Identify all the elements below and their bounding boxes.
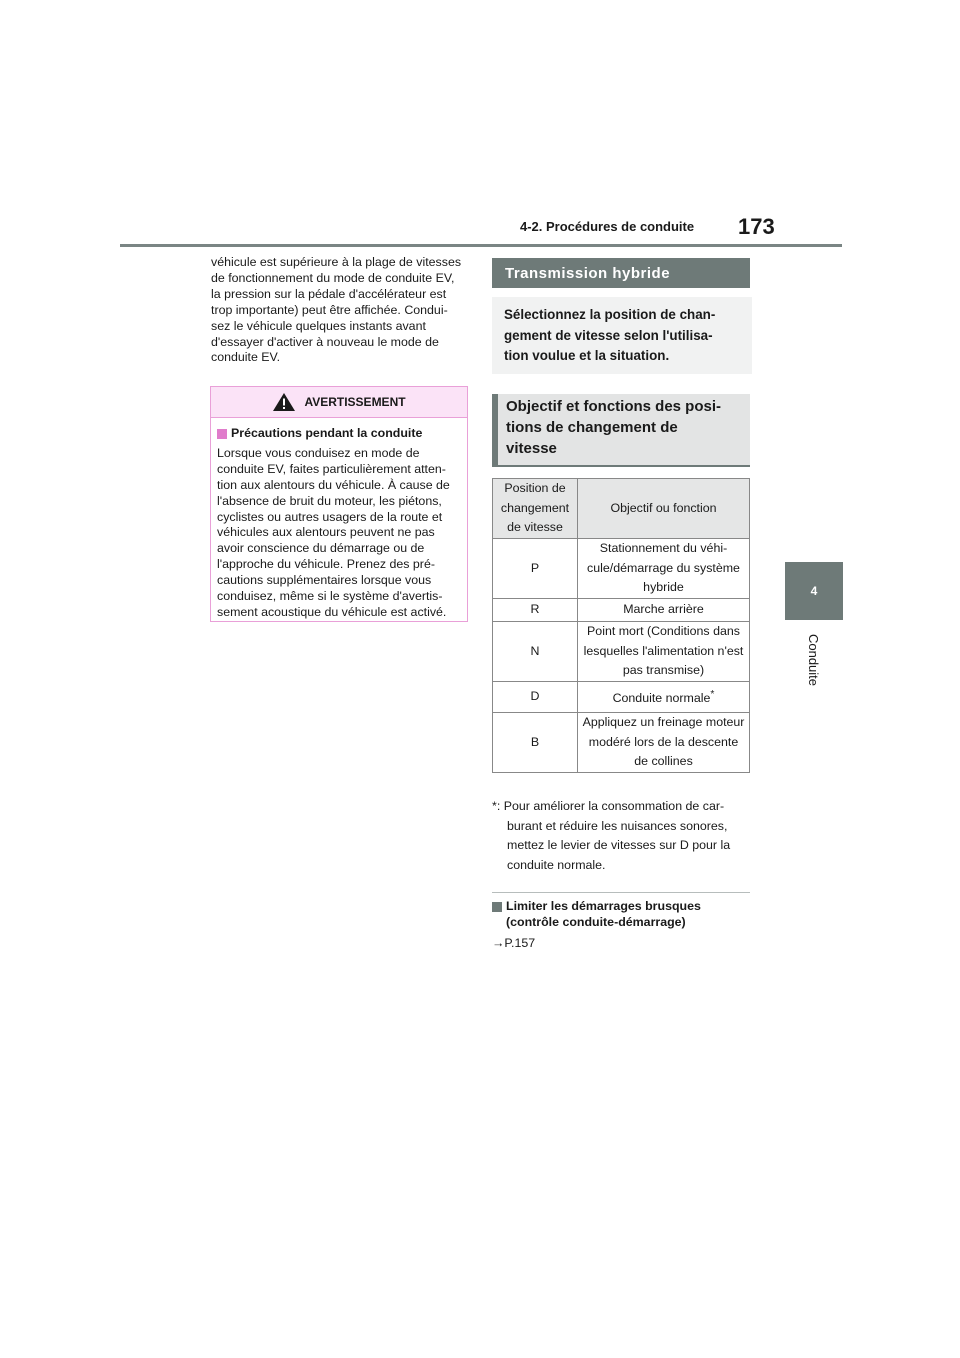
section-intro-line: gement de vitesse selon l'utilisa- xyxy=(504,327,713,343)
square-bullet-icon xyxy=(217,429,227,439)
bottom-heading-text xyxy=(506,899,701,930)
function-cell xyxy=(578,713,750,773)
footnote-line: conduite normale. xyxy=(507,857,606,872)
function-cell xyxy=(578,622,750,682)
header-rule xyxy=(120,244,842,247)
warning-triangle-icon xyxy=(272,392,296,412)
table-header-position xyxy=(493,479,578,539)
chapter-tab[interactable]: 4 xyxy=(785,562,843,620)
intro-line: véhicule est supérieure à la plage de vitesses xyxy=(211,255,462,269)
section-title-bar: Transmission hybride xyxy=(492,258,750,288)
subsection-line: Objectif et fonctions des posi- xyxy=(506,398,722,415)
warning-line: l'approche du véhicule. Prenez des pré- xyxy=(217,557,435,572)
gear-position-table xyxy=(492,478,750,773)
intro-line: conduite EV. xyxy=(211,350,281,365)
warning-subtitle xyxy=(217,426,461,442)
warning-header xyxy=(211,387,467,418)
bottom-heading-line: (contrôle conduite-démarrage) xyxy=(506,914,686,929)
function-cell xyxy=(578,539,750,599)
footnote-marker: *: xyxy=(492,799,501,813)
warning-subtitle-text: Précautions pendant la conduite xyxy=(231,426,423,440)
header-line: changement xyxy=(500,500,570,515)
table-header-row xyxy=(493,479,750,539)
cell-line: hybride xyxy=(643,580,684,595)
warning-line: cyclistes ou autres usagers de la route et xyxy=(217,509,443,524)
page-number: 173 xyxy=(738,214,775,239)
subsection-line: vitesse xyxy=(506,440,557,457)
table-row xyxy=(493,682,750,713)
function-cell xyxy=(578,599,750,622)
cell-line: pas transmise) xyxy=(622,663,705,678)
intro-line: trop importante) peut être affichée. Condui- xyxy=(211,302,448,317)
position-cell: R xyxy=(493,599,578,622)
table-row xyxy=(493,622,750,682)
subsection-line: tions de changement de xyxy=(506,419,678,436)
warning-line: cautions supplémentaires lorsque vous xyxy=(217,573,432,588)
section-intro-line: Sélectionnez la position de chan- xyxy=(504,307,716,322)
footnote-rest xyxy=(492,817,752,876)
bottom-heading-line: Limiter les démarrages brusques xyxy=(506,899,701,913)
bottom-section xyxy=(492,899,752,952)
section-intro-box xyxy=(492,297,752,374)
section-intro-line: tion voulue et la situation. xyxy=(504,348,670,364)
cell-line: Appliquez un freinage moteur xyxy=(582,715,745,730)
function-cell xyxy=(578,682,750,713)
footnote-line: burant et réduire les nuisances sonores, xyxy=(507,818,728,833)
cell-line: cule/démarrage du système xyxy=(587,560,740,575)
warning-line: l'absence de bruit du moteur, les piétons, xyxy=(217,493,442,508)
table-row xyxy=(493,713,750,773)
intro-line: d'essayer d'activer à nouveau le mode de xyxy=(211,334,439,349)
warning-line: véhicules aux alentours peuvent ne pas xyxy=(217,525,435,540)
table-header-function: Objectif ou fonction xyxy=(578,479,750,539)
warning-line: conduite EV, faites particulièrement atten- xyxy=(217,461,446,476)
position-cell: B xyxy=(493,713,578,773)
cell-line: lesquelles l'alimentation n'est xyxy=(583,643,744,658)
footnote-line: Pour améliorer la consommation de car- xyxy=(503,799,725,813)
position-cell: D xyxy=(493,682,578,713)
page-reference-link[interactable]: →P.157 xyxy=(492,936,536,951)
warning-line: sement acoustique du véhicule est activé. xyxy=(217,604,447,619)
footnote-first-line xyxy=(492,797,752,817)
cell-line: Conduite normale xyxy=(612,691,711,706)
table-row xyxy=(493,599,750,622)
cell-line: Marche arrière xyxy=(623,602,704,617)
header-line: Position de xyxy=(504,481,566,496)
cell-line: de collines xyxy=(634,754,693,769)
intro-line: sez le véhicule quelques instants avant xyxy=(211,318,426,333)
warning-title: AVERTISSEMENT xyxy=(304,395,406,409)
footnote xyxy=(492,797,752,875)
square-bullet-icon xyxy=(492,902,502,912)
subsection-heading xyxy=(492,394,750,467)
intro-line: de fonctionnement du mode de conduite EV, xyxy=(211,270,455,285)
header-line: de vitesse xyxy=(507,520,563,535)
intro-line: la pression sur la pédale d'accélérateur est xyxy=(211,286,447,301)
footnote-line: mettez le levier de vitesses sur D pour la xyxy=(507,838,731,853)
section-heading: 4-2. Procédures de conduite xyxy=(520,219,695,234)
warning-line: tion aux alentours du véhicule. À cause de xyxy=(217,477,450,492)
warning-line: Lorsque vous conduisez en mode de xyxy=(217,445,420,460)
warning-box xyxy=(210,386,468,622)
cell-line: modéré lors de la descente xyxy=(588,734,739,749)
position-cell: P xyxy=(493,539,578,599)
warning-line: avoir conscience du démarrage ou de xyxy=(217,541,425,556)
position-cell: N xyxy=(493,622,578,682)
table-row xyxy=(493,539,750,599)
footnote-marker: * xyxy=(710,689,715,701)
intro-paragraph xyxy=(211,255,471,366)
warning-line: conduisez, même si le système d'avertis- xyxy=(217,589,443,604)
cell-line: Point mort (Conditions dans xyxy=(587,624,740,639)
cell-line: Stationnement du véhi- xyxy=(599,541,728,556)
warning-body xyxy=(211,418,467,621)
bottom-heading xyxy=(492,899,752,930)
section-divider xyxy=(492,892,750,893)
chapter-label: Conduite xyxy=(806,633,822,687)
